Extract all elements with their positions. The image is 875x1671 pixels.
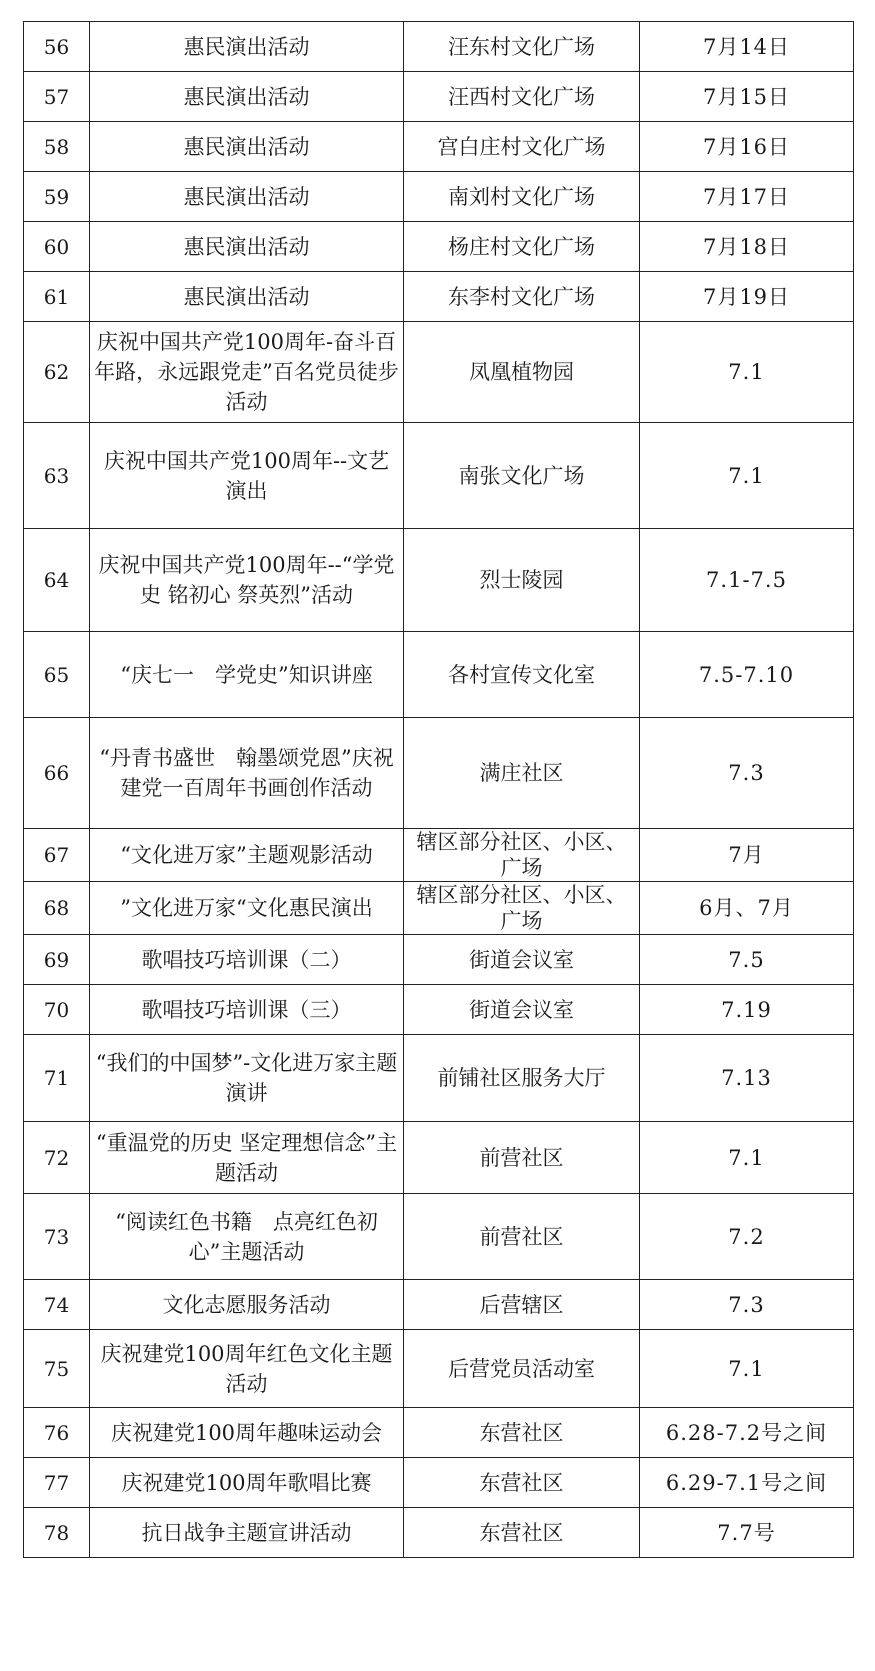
activity-name: 歌唱技巧培训课（三） (90, 985, 404, 1035)
row-number: 63 (24, 423, 90, 529)
table-row (24, 1458, 854, 1508)
activity-name: 庆祝中国共产党100周年--“学党史 铭初心 祭英烈”活动 (90, 529, 404, 632)
activity-place: 南张文化广场 (404, 423, 640, 529)
table-row (24, 272, 854, 322)
activity-date: 7月19日 (640, 272, 854, 322)
activity-place: 前营社区 (404, 1194, 640, 1280)
activity-place: 辖区部分社区、小区、广场 (404, 829, 640, 882)
activity-date: 7月 (640, 829, 854, 882)
row-number: 65 (24, 632, 90, 718)
row-number: 60 (24, 222, 90, 272)
table-row (24, 322, 854, 423)
activity-date: 7.2 (640, 1194, 854, 1280)
row-number: 69 (24, 935, 90, 985)
activity-name: 惠民演出活动 (90, 122, 404, 172)
table-row (24, 1035, 854, 1122)
table-row (24, 718, 854, 829)
row-number: 58 (24, 122, 90, 172)
activity-place: 凤凰植物园 (404, 322, 640, 423)
activity-date: 7月17日 (640, 172, 854, 222)
activity-place: 辖区部分社区、小区、广场 (404, 882, 640, 935)
activity-date: 7.7号 (640, 1508, 854, 1558)
row-number: 72 (24, 1122, 90, 1194)
activity-place: 后营党员活动室 (404, 1330, 640, 1408)
activity-date: 7.1 (640, 1122, 854, 1194)
activity-place: 东营社区 (404, 1508, 640, 1558)
row-number: 67 (24, 829, 90, 882)
activity-name: 庆祝建党100周年歌唱比赛 (90, 1458, 404, 1508)
table-row (24, 1408, 854, 1458)
row-number: 64 (24, 529, 90, 632)
activity-table-container (23, 21, 853, 1558)
table-row (24, 22, 854, 72)
row-number: 68 (24, 882, 90, 935)
activity-place: 烈士陵园 (404, 529, 640, 632)
table-row (24, 935, 854, 985)
row-number: 75 (24, 1330, 90, 1408)
activity-place: 东营社区 (404, 1458, 640, 1508)
activity-name: 惠民演出活动 (90, 22, 404, 72)
activity-name: 庆祝中国共产党100周年--文艺演出 (90, 423, 404, 529)
row-number: 74 (24, 1280, 90, 1330)
activity-name: 惠民演出活动 (90, 222, 404, 272)
row-number: 73 (24, 1194, 90, 1280)
activity-name: “我们的中国梦”-文化进万家主题演讲 (90, 1035, 404, 1122)
activity-name: 歌唱技巧培训课（二） (90, 935, 404, 985)
activity-name: 文化志愿服务活动 (90, 1280, 404, 1330)
table-row (24, 1280, 854, 1330)
table-row (24, 985, 854, 1035)
activity-name: 庆祝中国共产党100周年-奋斗百年路，永远跟党走”百名党员徒步活动 (90, 322, 404, 423)
activity-place: 东李村文化广场 (404, 272, 640, 322)
row-number: 61 (24, 272, 90, 322)
table-row (24, 1194, 854, 1280)
activity-name: “重温党的历史 坚定理想信念”主题活动 (90, 1122, 404, 1194)
activity-name: 惠民演出活动 (90, 272, 404, 322)
activity-date: 6月、7月 (640, 882, 854, 935)
activity-name: ”文化进万家“文化惠民演出 (90, 882, 404, 935)
activity-place: 前铺社区服务大厅 (404, 1035, 640, 1122)
table-row (24, 882, 854, 935)
activity-name: “文化进万家”主题观影活动 (90, 829, 404, 882)
table-row (24, 423, 854, 529)
activity-name: 庆祝建党100周年红色文化主题活动 (90, 1330, 404, 1408)
activity-place: 前营社区 (404, 1122, 640, 1194)
activity-date: 7月15日 (640, 72, 854, 122)
row-number: 71 (24, 1035, 90, 1122)
activity-date: 7.1 (640, 1330, 854, 1408)
activity-name: 惠民演出活动 (90, 72, 404, 122)
activity-date: 7.19 (640, 985, 854, 1035)
activity-date: 7.3 (640, 718, 854, 829)
table-row (24, 829, 854, 882)
activity-place: 街道会议室 (404, 985, 640, 1035)
activity-name: 抗日战争主题宣讲活动 (90, 1508, 404, 1558)
activity-date: 7.1 (640, 423, 854, 529)
activity-place: 南刘村文化广场 (404, 172, 640, 222)
row-number: 77 (24, 1458, 90, 1508)
activity-place: 宫白庄村文化广场 (404, 122, 640, 172)
activity-place: 东营社区 (404, 1408, 640, 1458)
row-number: 66 (24, 718, 90, 829)
activity-date: 6.28-7.2号之间 (640, 1408, 854, 1458)
row-number: 76 (24, 1408, 90, 1458)
activity-date: 7.5-7.10 (640, 632, 854, 718)
activity-table (23, 21, 854, 1558)
activity-name: “丹青书盛世 翰墨颂党恩”庆祝建党一百周年书画创作活动 (90, 718, 404, 829)
activity-date: 7月14日 (640, 22, 854, 72)
table-row (24, 222, 854, 272)
activity-date: 7.13 (640, 1035, 854, 1122)
activity-date: 7.1 (640, 322, 854, 423)
activity-place: 杨庄村文化广场 (404, 222, 640, 272)
activity-date: 6.29-7.1号之间 (640, 1458, 854, 1508)
row-number: 78 (24, 1508, 90, 1558)
activity-place: 各村宣传文化室 (404, 632, 640, 718)
table-row (24, 1508, 854, 1558)
activity-place: 汪东村文化广场 (404, 22, 640, 72)
table-row (24, 72, 854, 122)
activity-name: 惠民演出活动 (90, 172, 404, 222)
table-row (24, 1330, 854, 1408)
activity-name: 庆祝建党100周年趣味运动会 (90, 1408, 404, 1458)
table-row (24, 172, 854, 222)
activity-date: 7月18日 (640, 222, 854, 272)
activity-name: “庆七一 学党史”知识讲座 (90, 632, 404, 718)
activity-date: 7.3 (640, 1280, 854, 1330)
activity-date: 7.5 (640, 935, 854, 985)
table-row (24, 632, 854, 718)
table-row (24, 122, 854, 172)
row-number: 59 (24, 172, 90, 222)
activity-date: 7月16日 (640, 122, 854, 172)
activity-place: 汪西村文化广场 (404, 72, 640, 122)
activity-place: 街道会议室 (404, 935, 640, 985)
table-row (24, 529, 854, 632)
row-number: 70 (24, 985, 90, 1035)
row-number: 57 (24, 72, 90, 122)
activity-place: 后营辖区 (404, 1280, 640, 1330)
row-number: 56 (24, 22, 90, 72)
activity-name: “阅读红色书籍 点亮红色初心”主题活动 (90, 1194, 404, 1280)
activity-date: 7.1-7.5 (640, 529, 854, 632)
table-row (24, 1122, 854, 1194)
activity-place: 满庄社区 (404, 718, 640, 829)
row-number: 62 (24, 322, 90, 423)
